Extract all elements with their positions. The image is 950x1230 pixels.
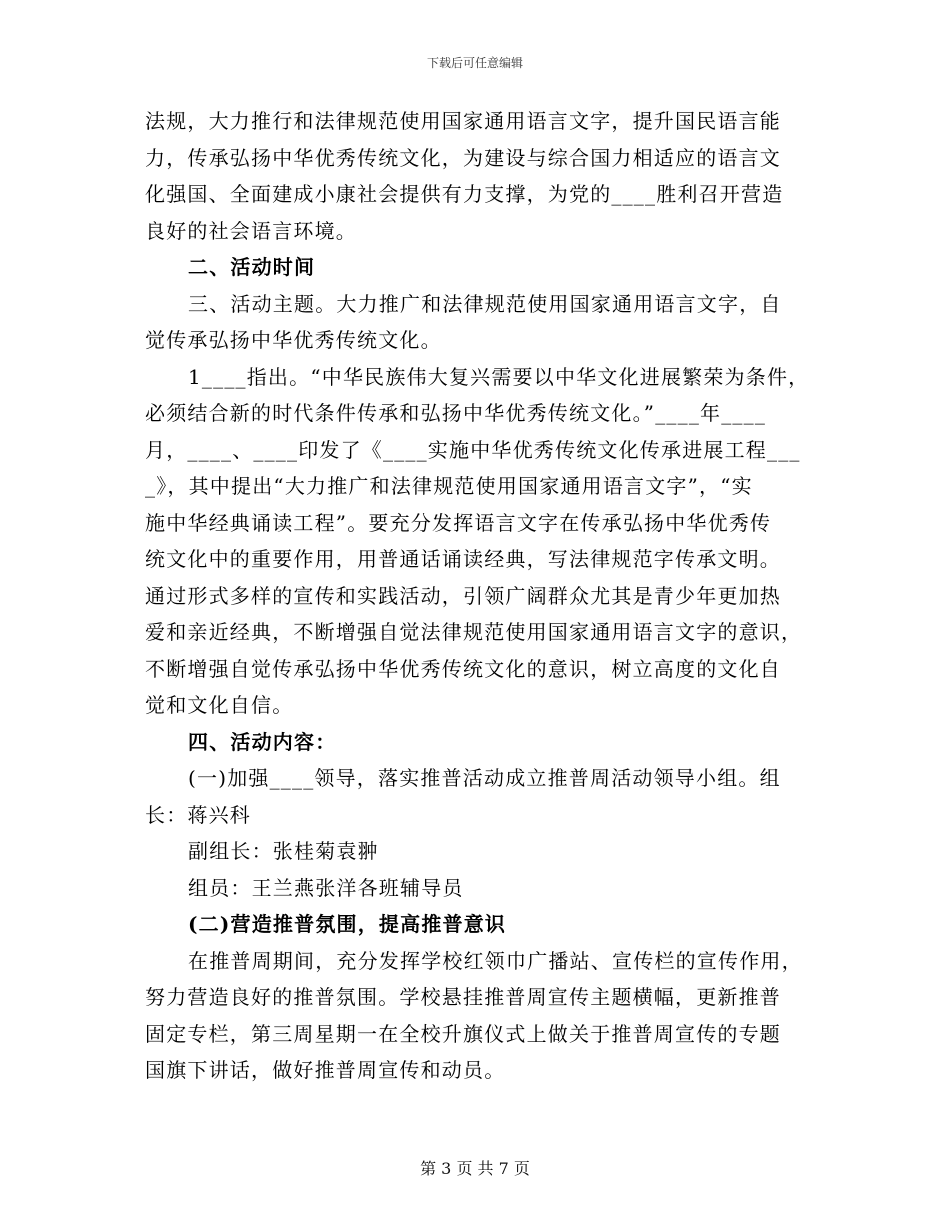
paragraph-line: 国旗下讲话，做好推普周宣传和动员。 xyxy=(145,1058,506,1082)
paragraph-line: 化强国、全面建成小康社会提供有力支撑，为党的____胜利召开营造 xyxy=(145,182,784,206)
subsection-heading: (二)营造推普氛围，提高推普意识 xyxy=(188,912,507,936)
paragraph-line: 副组长：张桂菊袁翀 xyxy=(188,839,379,863)
paragraph-line: 良好的社会语言环境。 xyxy=(145,218,357,243)
paragraph-line: 1____指出。“中华民族伟大复兴需要以中华文化进展繁荣为条件， xyxy=(188,364,810,389)
paragraph-line: _》，其中提出“大力推广和法律规范使用国家通用语言文字”，“实 xyxy=(145,474,753,498)
paragraph-line: (一)加强____领导，落实推普活动成立推普周活动领导小组。组 xyxy=(188,766,781,790)
paragraph-line: 月，____、____印发了《____实施中华优秀传统文化传承进展工程___ xyxy=(145,437,801,462)
paragraph-line: 通过形式多样的宣传和实践活动，引领广阔群众尤其是青少年更加热 xyxy=(145,583,781,608)
paragraph-line: 统文化中的重要作用，用普通话诵读经典，写法律规范字传承文明。 xyxy=(145,547,781,571)
paragraph-line: 长：蒋兴科 xyxy=(145,802,251,827)
section-heading: 四、活动内容： xyxy=(188,729,337,754)
section-heading: 二、活动时间 xyxy=(188,255,316,279)
paragraph-line: 组员：王兰燕张洋各班辅导员 xyxy=(188,875,464,900)
paragraph-line: 努力营造良好的推普氛围。学校悬挂推普周宣传主题横幅，更新推普 xyxy=(145,985,781,1009)
paragraph-line: 爱和亲近经典，不断增强自觉法律规范使用国家通用语言文字的意识， xyxy=(145,620,803,644)
paragraph-line: 力，传承弘扬中华优秀传统文化，为建设与综合国力相适应的语言文 xyxy=(145,145,781,170)
paragraph-line: 固定专栏，第三周星期一在全校升旗仪式上做关于推普周宣传的专题 xyxy=(145,1021,781,1046)
paragraph-line: 在推普周期间，充分发挥学校红领巾广播站、宣传栏的宣传作用， xyxy=(188,948,803,973)
page-footer: 第 3 页 共 7 页 xyxy=(420,1159,530,1178)
paragraph-line: 法规，大力推行和法律规范使用国家通用语言文字，提升国民语言能 xyxy=(145,109,781,133)
paragraph-line: 必须结合新的时代条件传承和弘扬中华优秀传统文化。”____年____ xyxy=(145,401,767,425)
paragraph-line: 不断增强自觉传承弘扬中华优秀传统文化的意识，树立高度的文化自 xyxy=(145,656,781,681)
header-note: 下载后可任意编辑 xyxy=(426,56,523,70)
paragraph-line: 觉和文化自信。 xyxy=(145,693,294,717)
paragraph-line: 三、活动主题。大力推广和法律规范使用国家通用语言文字，自 xyxy=(188,291,782,316)
paragraph-line: 施中华经典诵读工程”。要充分发挥语言文字在传承弘扬中华优秀传 xyxy=(145,510,772,535)
document-body xyxy=(145,103,825,1089)
paragraph-line: 觉传承弘扬中华优秀传统文化。 xyxy=(145,328,442,352)
